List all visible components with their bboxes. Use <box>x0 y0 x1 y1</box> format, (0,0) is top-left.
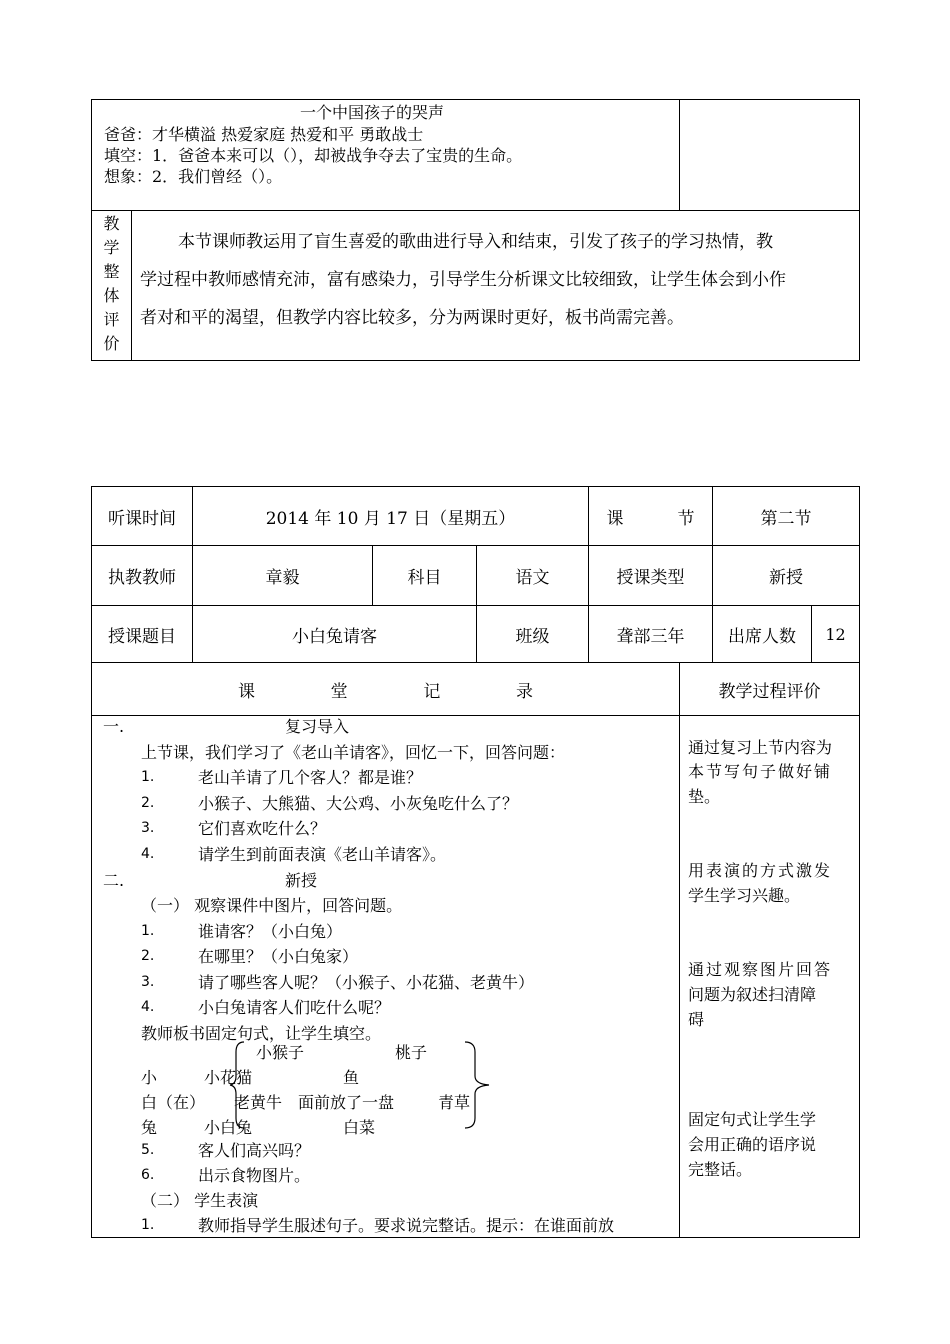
eval-line: 通过复习上节内容为 <box>688 738 833 757</box>
list-item-number: 6. <box>141 1167 155 1183</box>
list-item-number: 1. <box>141 1217 155 1233</box>
list-item: 谁请客？（小白兔） <box>198 922 343 941</box>
left-curly-brace-icon <box>228 1040 248 1130</box>
board-food: 鱼 <box>343 1068 360 1087</box>
section-1-intro: 上节课，我们学习了《老山羊请客》，回忆一下，回答问题： <box>141 743 566 762</box>
lesson-type-value: 新授 <box>769 568 803 588</box>
board-guest: 小花猫 <box>204 1068 253 1087</box>
board-food: 桃子 <box>395 1043 428 1062</box>
eval-line: 碍 <box>688 1010 705 1029</box>
board-guest: 小白兔 <box>204 1118 253 1137</box>
list-item: 教师指导学生服述句子。要求说完整话。提示：在谁面前放 <box>198 1216 615 1235</box>
article-title: 一个中国孩子的哭声 <box>300 103 445 122</box>
section-1-title: 复习导入 <box>285 717 350 736</box>
teacher-label: 执教教师 <box>108 568 176 588</box>
section-value: 第二节 <box>760 508 812 529</box>
board-middle-phrase: 面前放了一盘 <box>298 1093 395 1112</box>
list-item: 它们喜欢吃什么？ <box>198 819 327 838</box>
list-item-number: 4. <box>141 999 155 1015</box>
board-left-char: 白（在） <box>141 1093 206 1112</box>
board-food: 青草 <box>438 1093 471 1112</box>
fill-blank-line: 填空：1．爸爸本来可以（），却被战争夺去了宝贵的生命。 <box>104 146 523 165</box>
list-item-number: 1. <box>141 923 155 939</box>
eval-line: 通过观察图片回答 <box>688 960 833 979</box>
listen-time-label: 听课时间 <box>108 508 176 529</box>
overall-eval-line-1: 本节课师教运用了盲生喜爱的歌曲进行导入和结束，引发了孩子的学习热情，教 <box>178 232 773 252</box>
attendance-label: 出席人数 <box>728 626 796 647</box>
list-item-number: 1. <box>141 769 155 785</box>
eval-line: 会用正确的语序说 <box>688 1135 817 1154</box>
listen-time-value: 2014 年 10 月 17 日（星期五） <box>265 508 516 529</box>
eval-line: 问题为叙述扫清障 <box>688 985 817 1004</box>
overall-eval-line-3: 者对和平的渴望，但教学内容比较多，分为两课时更好，板书尚需完善。 <box>140 308 684 328</box>
section-2-title: 新授 <box>285 871 318 890</box>
eval-line: 垫。 <box>688 787 721 806</box>
section-label: 课 节 <box>606 508 695 529</box>
subsection-1: （一） 观察课件中图片，回答问题。 <box>141 896 403 915</box>
topic-label: 授课题目 <box>108 626 176 647</box>
section-1-number: 一. <box>103 717 125 736</box>
list-item: 老山羊请了几个客人？都是谁？ <box>198 768 423 787</box>
class-record-header: 课 堂 记 录 <box>238 681 533 702</box>
eval-line: 完整话。 <box>688 1160 753 1179</box>
list-item: 请学生到前面表演《老山羊请客》。 <box>198 845 447 864</box>
list-item: 请了哪些客人呢？（小猴子、小花猫、老黄牛） <box>198 973 535 992</box>
imagine-line: 想象：2．我们曾经（）。 <box>104 167 283 186</box>
eval-line: 固定句式让学生学 <box>688 1110 817 1129</box>
board-guest: 小猴子 <box>256 1043 305 1062</box>
board-intro: 教师板书固定句式，让学生填空。 <box>141 1024 382 1043</box>
topic-value: 小白兔请客 <box>292 626 377 647</box>
teacher-value: 章毅 <box>265 568 300 588</box>
board-guest: 老黄牛 <box>234 1093 283 1112</box>
lesson-type-label: 授课类型 <box>616 568 685 588</box>
overall-eval-label: 教 学 整 体 评 价 <box>103 214 120 353</box>
board-food: 白菜 <box>343 1118 376 1137</box>
class-label: 班级 <box>515 626 550 647</box>
eval-line: 用表演的方式激发 <box>688 861 833 880</box>
board-left-char: 小 <box>141 1068 158 1087</box>
class-value: 聋部三年 <box>616 626 685 647</box>
list-item: 出示食物图片。 <box>198 1166 311 1185</box>
process-eval-header: 教学过程评价 <box>718 681 821 702</box>
eval-line: 学生学习兴趣。 <box>688 886 801 905</box>
list-item-number: 3. <box>141 974 155 990</box>
list-item-number: 2. <box>141 795 155 811</box>
attendance-value: 12 <box>825 624 846 644</box>
subsection-2: （二） 学生表演 <box>141 1191 259 1210</box>
list-item: 客人们高兴吗？ <box>198 1141 311 1160</box>
list-item-number: 3. <box>141 820 155 836</box>
list-item-number: 5. <box>141 1142 155 1158</box>
list-item-number: 4. <box>141 846 155 862</box>
list-item: 小白兔请客人们吃什么呢？ <box>198 998 391 1017</box>
subject-value: 语文 <box>515 568 550 588</box>
board-left-char: 兔 <box>141 1118 158 1137</box>
subject-label: 科目 <box>407 568 442 588</box>
list-item-number: 2. <box>141 948 155 964</box>
list-item: 在哪里？（小白兔家） <box>198 947 359 966</box>
list-item: 小猴子、大熊猫、大公鸡、小灰兔吃什么了？ <box>198 794 519 813</box>
dad-traits-line: 爸爸：才华横溢 热爱家庭 热爱和平 勇敢战士 <box>104 125 424 144</box>
eval-line: 本节写句子做好铺 <box>688 762 833 781</box>
section-2-number: 二. <box>103 871 125 890</box>
overall-eval-line-2: 学过程中教师感情充沛，富有感染力，引导学生分析课文比较细致，让学生体会到小作 <box>140 270 786 290</box>
right-curly-brace-icon <box>463 1040 493 1130</box>
